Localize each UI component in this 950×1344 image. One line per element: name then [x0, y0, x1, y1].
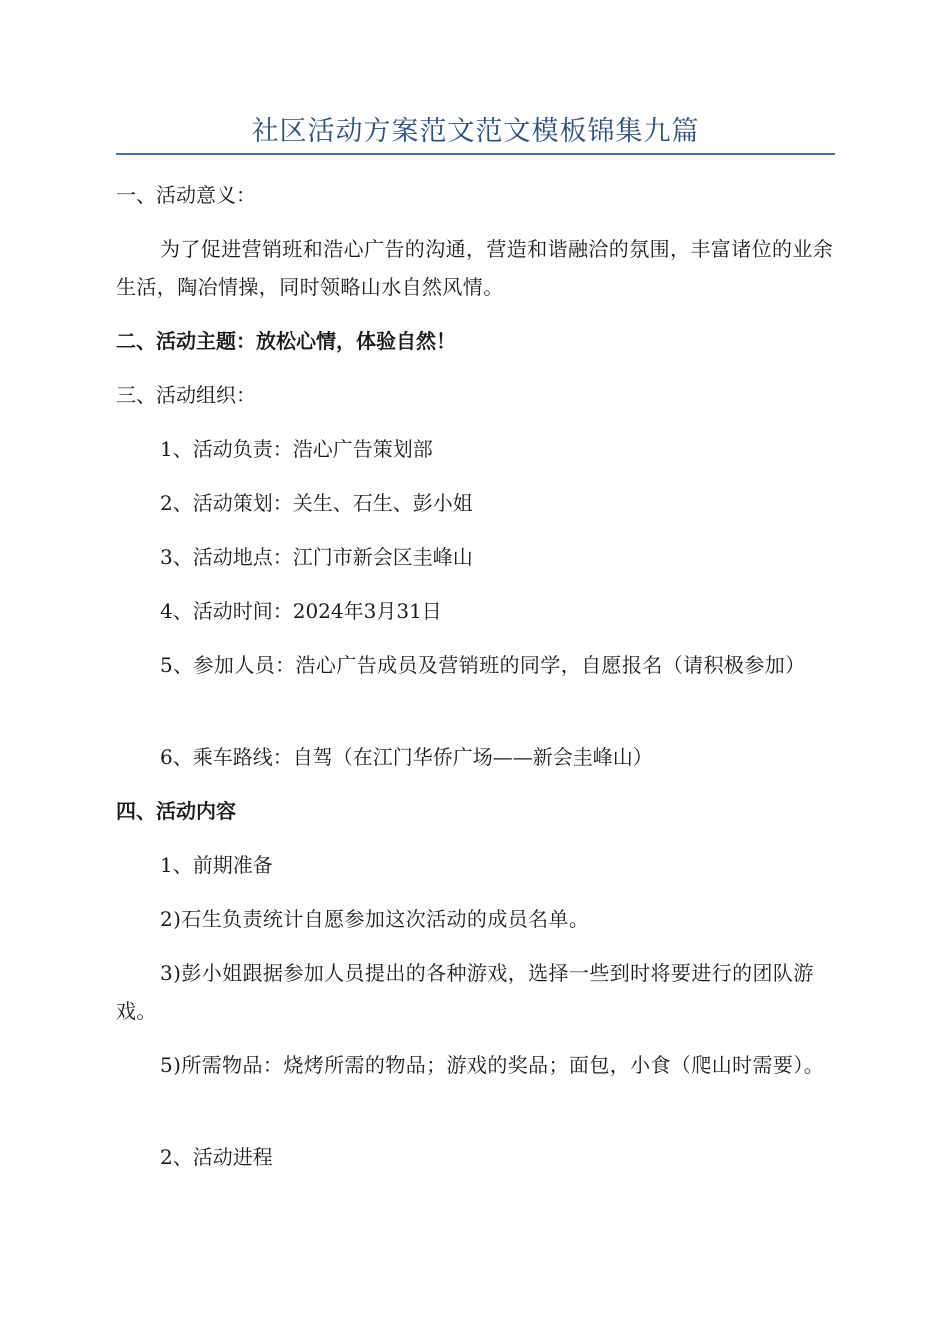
content-subheading-process: 2、活动进程	[160, 1145, 273, 1169]
significance-paragraph: 为了促进营销班和浩心广告的沟通，营造和谐融洽的氛围，丰富诸位的业余生活，陶冶情操，同时领略山水自然风情。	[116, 237, 834, 299]
organization-item: 2、活动策划：关生、石生、彭小姐	[160, 491, 473, 515]
organization-item: 6、乘车路线：自驾（在江门华侨广场——新会圭峰山）	[160, 745, 653, 769]
organization-item: 3、活动地点：江门市新会区圭峰山	[160, 545, 473, 569]
content-paragraph: 2)石生负责统计自愿参加这次活动的成员名单。	[160, 907, 590, 931]
section-heading-significance: 一、活动意义：	[116, 183, 256, 207]
section-heading-content: 四、活动内容	[116, 799, 236, 823]
content-subheading-preparation: 1、前期准备	[160, 853, 273, 877]
content-paragraph: 3)彭小姐跟据参加人员提出的各种游戏，选择一些到时将要进行的团队游戏。	[116, 961, 814, 1023]
section-heading-organization: 三、活动组织：	[116, 383, 256, 407]
content-paragraph: 5)所需物品：烧烤所需的物品；游戏的奖品；面包，小食（爬山时需要）。	[160, 1053, 825, 1077]
organization-item: 4、活动时间：2024年3月31日	[160, 599, 442, 623]
title-underline	[116, 153, 835, 155]
section-heading-theme: 二、活动主题：放松心情，体验自然！	[116, 329, 456, 353]
organization-item: 5、参加人员：浩心广告成员及营销班的同学，自愿报名（请积极参加）	[160, 653, 806, 677]
organization-item: 1、活动负责：浩心广告策划部	[160, 437, 433, 461]
document-title: 社区活动方案范文范文模板锦集九篇	[251, 116, 700, 147]
